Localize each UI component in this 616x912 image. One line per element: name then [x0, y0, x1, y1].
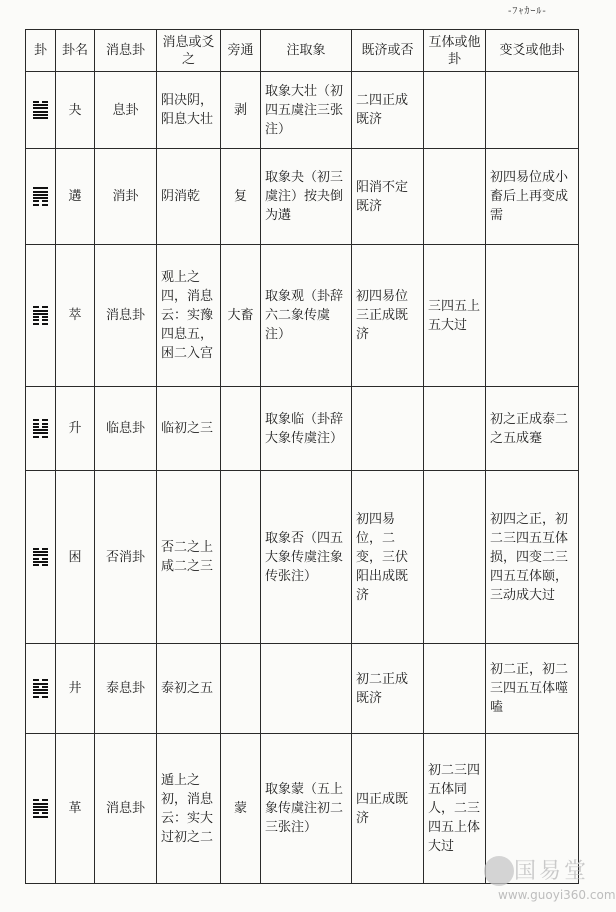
hexagram-icon — [33, 418, 48, 439]
xiaoxi-yaozhi-cell: 遁上之初，消息云：实大过初之二 — [157, 734, 221, 884]
jiji-cell: 初四易位三正成既济 — [352, 245, 424, 387]
hexagram-cell — [26, 387, 56, 471]
jiji-cell — [352, 387, 424, 471]
watermark-seal-icon — [484, 856, 514, 886]
huti-cell — [424, 149, 486, 245]
table-header-row — [26, 30, 579, 72]
hexagram-icon — [33, 186, 48, 207]
hexagram-cell — [26, 149, 56, 245]
header-jiji-pi: 既济或否 — [352, 30, 424, 72]
quxiang-cell: 取象观（卦辞六二象传虞注） — [261, 245, 352, 387]
xiaoxi-gua-cell: 否消卦 — [95, 471, 157, 644]
gua-name-cell: 萃 — [56, 245, 95, 387]
xiaoxi-gua-cell: 泰息卦 — [95, 644, 157, 734]
hexagram-table — [25, 29, 579, 884]
table-row — [26, 644, 579, 734]
bianyao-cell: 初二正，初二三四五互体噬嗑 — [486, 644, 579, 734]
quxiang-cell: 取象蒙（五上象传虞注初二三张注） — [261, 734, 352, 884]
huti-cell — [424, 471, 486, 644]
xiaoxi-yaozhi-cell: 临初之三 — [157, 387, 221, 471]
hexagram-cell — [26, 471, 56, 644]
watermark-url: www.guoyi360.com — [498, 888, 616, 902]
jiji-cell: 二四正成既济 — [352, 72, 424, 149]
hexagram-cell — [26, 734, 56, 884]
header-bianyao: 变爻或他卦 — [486, 30, 579, 72]
pangtong-cell: 复 — [221, 149, 261, 245]
pangtong-cell — [221, 471, 261, 644]
huti-cell — [424, 387, 486, 471]
pangtong-cell: 剥 — [221, 72, 261, 149]
xiaoxi-yaozhi-cell: 否二之上咸二之三 — [157, 471, 221, 644]
gua-name-cell: 夬 — [56, 72, 95, 149]
hexagram-icon — [33, 99, 48, 120]
jiji-cell: 四正成既济 — [352, 734, 424, 884]
header-gua-name: 卦名 — [56, 30, 95, 72]
jiji-cell: 初四易位，二变，三伏阳出成既济 — [352, 471, 424, 644]
huti-cell — [424, 72, 486, 149]
quxiang-cell: 取象临（卦辞大象传虞注） — [261, 387, 352, 471]
watermark-logo — [484, 852, 616, 908]
bianyao-cell: 初之正成泰二之五成蹇 — [486, 387, 579, 471]
gua-name-cell: 革 — [56, 734, 95, 884]
gua-name-cell: 遘 — [56, 149, 95, 245]
bianyao-cell: 初四易位成小畜后上再变成需 — [486, 149, 579, 245]
pangtong-cell: 大畜 — [221, 245, 261, 387]
hexagram-cell — [26, 644, 56, 734]
huti-cell: 三四五上五大过 — [424, 245, 486, 387]
header-huti: 互体或他卦 — [424, 30, 486, 72]
xiaoxi-yaozhi-cell: 泰初之五 — [157, 644, 221, 734]
table-row — [26, 471, 579, 644]
bianyao-cell: 初四之正，初二三四五互体损，四变二三四五互体颐，三动成大过 — [486, 471, 579, 644]
quxiang-cell — [261, 644, 352, 734]
table-row — [26, 149, 579, 245]
xiaoxi-yaozhi-cell: 观上之四，消息云：实豫四息五，困二入宫 — [157, 245, 221, 387]
xiaoxi-gua-cell: 临息卦 — [95, 387, 157, 471]
page-corner-mark: -ﾌｬｶｰﾙ- — [508, 6, 547, 17]
xiaoxi-gua-cell: 消息卦 — [95, 734, 157, 884]
gua-name-cell: 困 — [56, 471, 95, 644]
header-gua: 卦 — [26, 30, 56, 72]
table-body — [26, 72, 579, 884]
hexagram-icon — [33, 678, 48, 699]
jiji-cell: 阳消不定既济 — [352, 149, 424, 245]
bianyao-cell — [486, 72, 579, 149]
hexagram-cell — [26, 72, 56, 149]
xiaoxi-gua-cell: 消息卦 — [95, 245, 157, 387]
header-zhu-quxiang: 注取象 — [261, 30, 352, 72]
hexagram-icon — [33, 798, 48, 819]
xiaoxi-gua-cell: 息卦 — [95, 72, 157, 149]
header-xiaoxi-yaozhi: 消息或爻之 — [157, 30, 221, 72]
quxiang-cell: 取象夬（初三虞注）按夬倒为遘 — [261, 149, 352, 245]
watermark-name: 国易堂 — [514, 859, 590, 884]
gua-name-cell: 井 — [56, 644, 95, 734]
hexagram-cell — [26, 245, 56, 387]
hexagram-icon — [33, 305, 48, 326]
header-xiaoxi-gua: 消息卦 — [95, 30, 157, 72]
quxiang-cell: 取象否（四五大象传虞注象传张注） — [261, 471, 352, 644]
pangtong-cell — [221, 387, 261, 471]
table-row — [26, 387, 579, 471]
xiaoxi-yaozhi-cell: 阳决阴，阳息大壮 — [157, 72, 221, 149]
pangtong-cell: 蒙 — [221, 734, 261, 884]
xiaoxi-yaozhi-cell: 阴消乾 — [157, 149, 221, 245]
bianyao-cell — [486, 245, 579, 387]
table-row — [26, 245, 579, 387]
quxiang-cell: 取象大壮（初四五虞注三张注） — [261, 72, 352, 149]
table-row — [26, 72, 579, 149]
jiji-cell: 初二正成既济 — [352, 644, 424, 734]
huti-cell — [424, 644, 486, 734]
pangtong-cell — [221, 644, 261, 734]
huti-cell: 初二三四五体同人，二三四五上体大过 — [424, 734, 486, 884]
header-pangtong: 旁通 — [221, 30, 261, 72]
gua-name-cell: 升 — [56, 387, 95, 471]
xiaoxi-gua-cell: 消卦 — [95, 149, 157, 245]
hexagram-icon — [33, 546, 48, 567]
